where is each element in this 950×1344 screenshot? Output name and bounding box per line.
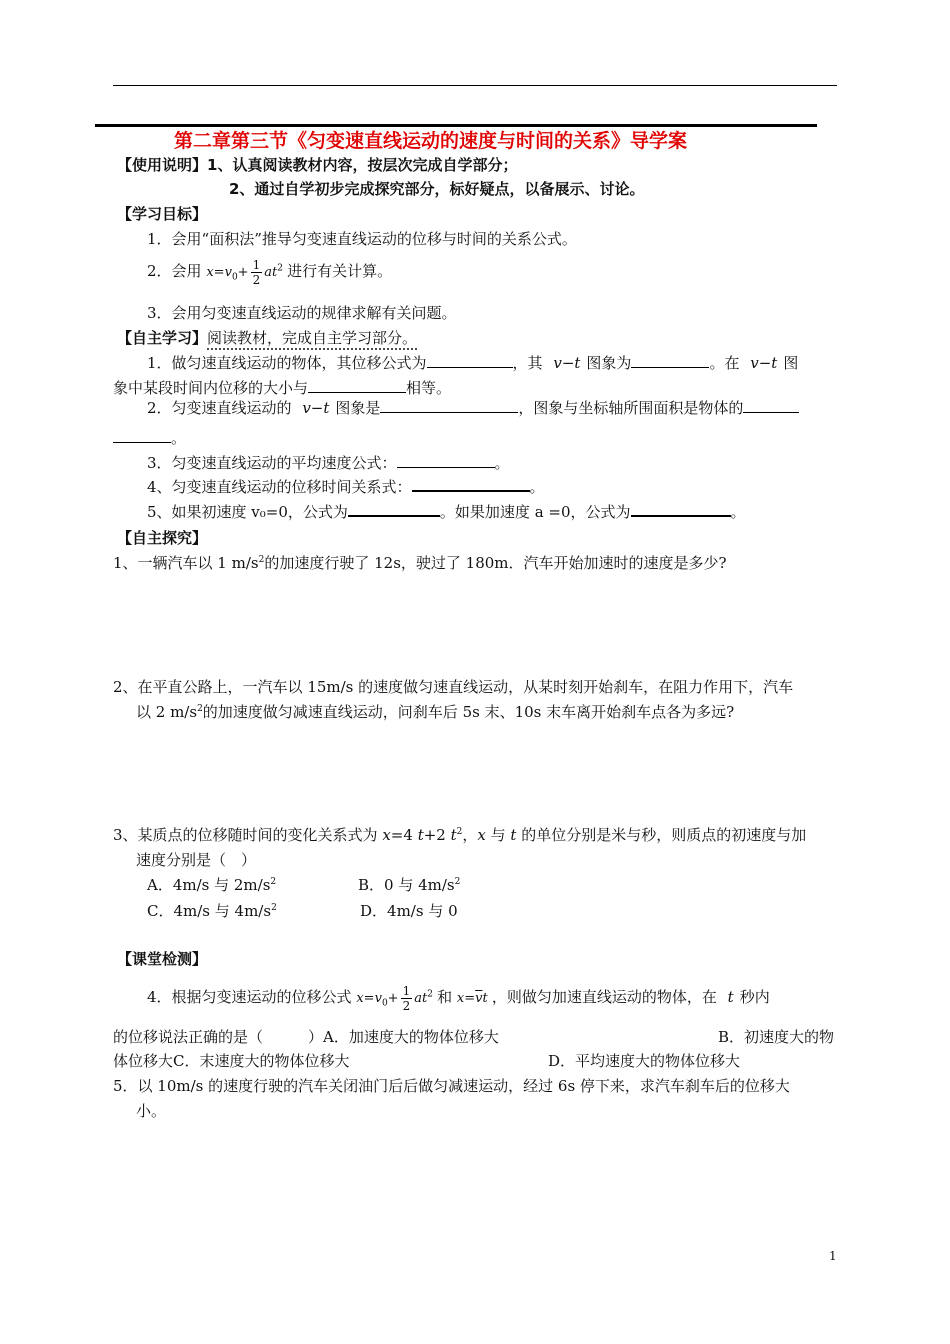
self-study-q2-line2: 。 xyxy=(113,427,186,448)
self-study-q1-line1: 1．做匀速直线运动的物体，其位移公式为 ，其 v−t 图象为 。在 v−t 图 xyxy=(147,354,799,372)
blank-q2-graph[interactable] xyxy=(380,398,518,413)
self-study-q4: 4、匀变速直线运动的位移时间关系式： 。 xyxy=(147,478,545,496)
blank-q1-formula[interactable] xyxy=(427,353,513,368)
blank-q5-zero-v0[interactable] xyxy=(348,501,440,517)
check-q4-line1: 4．根据匀变速运动的位移公式 $x=v_0+$ $\frac{1}{2}$ $at^2$ 和 $x=\overline{v}t$ ，则做匀加速直线运动的物体，在 t 秒内 xyxy=(147,984,770,1013)
option-c[interactable]: C．4m/s 与 $4m/s^2$ xyxy=(147,902,277,920)
explore-problem-3-line1: 3、某质点的位移随时间的变化关系式为 x=4 t+2 $t^2$，x 与 t 的单位分别是米与秒，则质点的初速度与加 xyxy=(113,826,807,844)
goal-2-suffix: 进行有关计算。 xyxy=(287,262,393,280)
self-study-intro: 阅读教材，完成自主学习部分。 xyxy=(207,329,418,347)
explore-problem-2-line1: 2、在平直公路上，一汽车以 15m/s 的速度做匀速直线运动，从某时刻开始刹车，在阻力作用下，汽车 xyxy=(113,678,794,696)
goal-1: 1．会用“面积法”推导匀变速直线运动的位移与时间的关系公式。 xyxy=(147,230,577,248)
option-b[interactable]: B．0 与 $4m/s^2$ xyxy=(358,876,461,894)
check-q5-line2: 小。 xyxy=(136,1102,167,1120)
blank-q5-zero-a[interactable] xyxy=(631,501,731,517)
goal-2-prefix: 2．会用 xyxy=(147,262,202,280)
option-d[interactable]: D．4m/s 与 0 xyxy=(360,902,458,920)
usage-line-2: 2、通过自学初步完成探究部分，标好疑点，以备展示、讨论。 xyxy=(229,180,645,198)
page-number: 1 xyxy=(829,1249,837,1263)
explore-problem-2-line2: 以 2 $m/s^2$的加速度做匀减速直线运动，问刹车后 5s 末、10s 末车离开始刹车点各为多远? xyxy=(136,703,735,721)
blank-q1-area[interactable] xyxy=(308,378,406,393)
self-study-q1-line2: 象中某段时间内位移的大小与 相等。 xyxy=(113,379,452,397)
usage-text-1: 1、认真阅读教材内容，按层次完成自学部分； xyxy=(207,156,518,174)
self-study-q5: 5、如果初速度 v₀=0，公式为 。如果加速度 a =0，公式为 。 xyxy=(147,503,746,521)
check-q4-line3: 体位移大C．末速度大的物体位移大 xyxy=(113,1052,350,1070)
usage-line-1 xyxy=(117,154,517,175)
usage-heading: 【使用说明】 xyxy=(117,156,208,174)
check-q4-option-b[interactable]: B．初速度大的物 xyxy=(718,1028,835,1046)
blank-q4-displacement[interactable] xyxy=(412,476,530,492)
goal-2 xyxy=(147,258,392,287)
self-study-q3: 3．匀变速直线运动的平均速度公式： 。 xyxy=(147,454,510,472)
check-q4-option-d[interactable]: D．平均速度大的物体位移大 xyxy=(548,1052,741,1070)
explore-problem-3-line2: 速度分别是（ ） xyxy=(136,851,257,869)
self-study-heading: 【自主学习】 xyxy=(117,329,208,347)
self-study-q2-line1: 2．匀变速直线运动的 v−t 图象是 ，图象与坐标轴所围面积是物体的 xyxy=(147,397,799,418)
blank-q2-area-start[interactable] xyxy=(743,398,799,413)
check-heading: 【课堂检测】 xyxy=(117,950,208,968)
check-q4-line2: 的位移说法正确的是（ ）A．加速度大的物体位移大 xyxy=(113,1028,499,1046)
check-q4-vt-formula: $x=\overline{v}t$ xyxy=(456,991,488,1006)
blank-q3-avg-velocity[interactable] xyxy=(397,453,495,468)
goal-3: 3．会用匀变速直线运动的规律求解有关问题。 xyxy=(147,304,457,322)
option-a[interactable]: A．4m/s 与 $2m/s^2$ xyxy=(147,876,277,894)
check-q5-line1: 5．以 10m/s 的速度行驶的汽车关闭油门后后做匀减速运动，经过 6s 停下来，求汽车刹车后的位移大 xyxy=(113,1077,790,1095)
goals-heading: 【学习目标】 xyxy=(117,205,208,223)
goal-2-formula: $x=v_0+$ $\frac{1}{2}$ $at^2$ xyxy=(206,258,283,287)
document-title: 第二章第三节《匀变速直线运动的速度与时间的关系》导学案 xyxy=(174,130,688,152)
blank-q2-area-end[interactable] xyxy=(113,428,171,443)
header-rule-thin xyxy=(113,85,837,86)
blank-q1-graph[interactable] xyxy=(631,353,709,368)
check-q4-formula: $x=v_0+$ $\frac{1}{2}$ $at^2$ xyxy=(356,984,433,1013)
explore-heading: 【自主探究】 xyxy=(117,529,208,547)
explore-problem-1: 1、一辆汽车以 1 $m/s^2$的加速度行驶了 12s，驶过了 180m．汽车开始加速时的速度是多少? xyxy=(113,554,727,572)
self-study-line xyxy=(117,327,417,348)
